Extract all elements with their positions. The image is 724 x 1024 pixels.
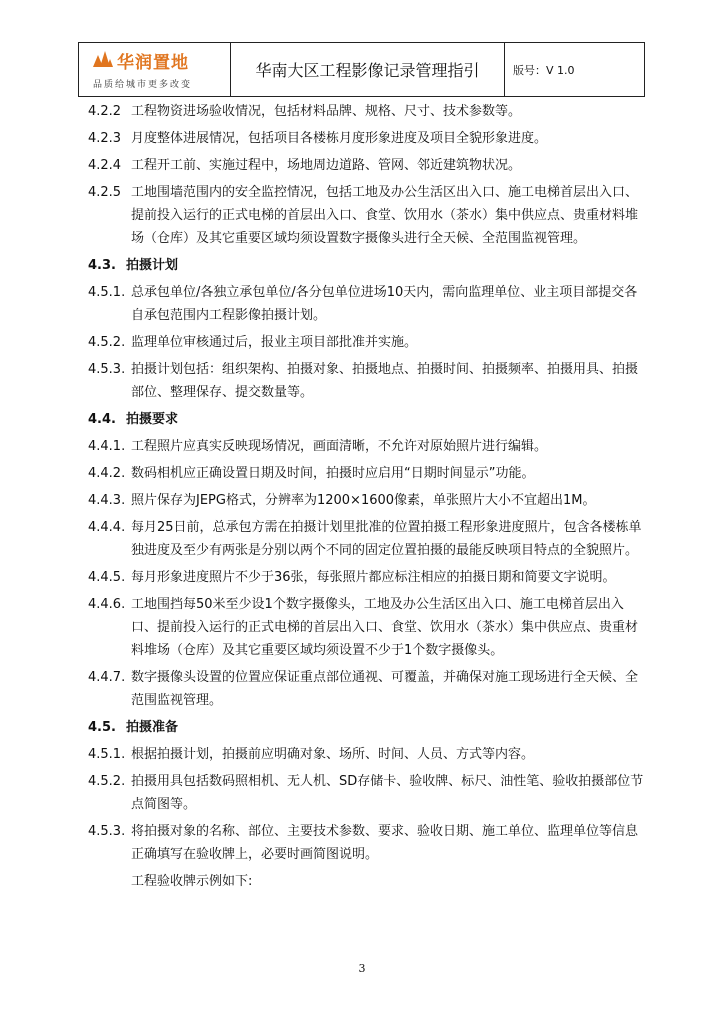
list-item — [88, 127, 648, 150]
item-text: 将拍摄对象的名称、部位、主要技术参数、要求、验收日期、施工单位、监理单位等信息正确填写在验收牌上，必要时画简图说明。 — [131, 824, 639, 862]
item-text: 工地围挡每50米至少设1个数字摄像头，工地及办公生活区出入口、施工电梯首层出入口、提前投入运行的正式电梯的首层出入口、食堂、饮用水（茶水）集中供应点、贵重材料堆场（仓库）及其它重要区域均须设置不少于1个数字摄像头。 — [131, 597, 639, 658]
list-item — [88, 358, 648, 404]
item-number: 4.5.3. — [88, 824, 126, 839]
list-item — [88, 770, 648, 816]
logo-slogan: 品质给城市更多改变 — [93, 80, 193, 90]
list-item — [88, 435, 648, 458]
example-note: 工程验收牌示例如下: — [131, 874, 253, 889]
item-number: 4.5.3. — [88, 362, 126, 377]
list-item — [88, 331, 648, 354]
list-item — [88, 593, 648, 662]
item-text: 监理单位审核通过后，报业主项目部批准并实施。 — [131, 335, 418, 350]
document-body — [88, 100, 648, 893]
item-number: 4.5.2. — [88, 335, 126, 350]
page-number: 3 — [358, 962, 366, 975]
item-text: 每月形象进度照片不少于36张，每张照片都应标注相应的拍摄日期和简要文字说明。 — [131, 570, 616, 585]
section-heading — [88, 716, 648, 739]
list-item — [88, 820, 648, 866]
crland-logo-icon — [93, 49, 113, 67]
item-number: 4.2.4 — [88, 158, 122, 173]
item-number: 4.4.5. — [88, 570, 126, 585]
list-item — [88, 462, 648, 485]
item-number: 4.4.6. — [88, 597, 126, 612]
item-number: 4.4.2. — [88, 466, 126, 481]
item-text: 数码相机应正确设置日期及时间，拍摄时应启用“日期时间显示”功能。 — [131, 466, 535, 481]
section-number: 4.4. — [88, 412, 116, 427]
item-number: 4.5.2. — [88, 774, 126, 789]
section-heading — [88, 408, 648, 431]
item-text: 工程照片应真实反映现场情况，画面清晰，不允许对原始照片进行编辑。 — [131, 439, 548, 454]
item-text: 工地围墙范围内的安全监控情况，包括工地及办公生活区出入口、施工电梯首层出入口、提前投入运行的正式电梯的首层出入口、食堂、饮用水（茶水）集中供应点、贵重材料堆场（仓库）及其它重要区域均须设置数字摄像头进行全天候、全范围监视管理。 — [131, 185, 639, 246]
list-item — [88, 566, 648, 589]
list-item — [88, 516, 648, 562]
item-number: 4.2.3 — [88, 131, 122, 146]
document-title: 华南大区工程影像记录管理指引 — [231, 43, 505, 96]
company-logo — [79, 43, 231, 96]
item-text: 数字摄像头设置的位置应保证重点部位通视、可覆盖，并确保对施工现场进行全天候、全范围监视管理。 — [131, 670, 639, 708]
item-number: 4.4.1. — [88, 439, 126, 454]
section-title: 拍摄准备 — [126, 720, 179, 735]
list-item — [88, 743, 648, 766]
list-item — [88, 154, 648, 177]
section-number: 4.3. — [88, 258, 116, 273]
item-number: 4.2.5 — [88, 185, 122, 200]
section-title: 拍摄计划 — [126, 258, 179, 273]
item-number: 4.2.2 — [88, 104, 122, 119]
item-number: 4.4.3. — [88, 493, 126, 508]
item-text: 拍摄用具包括数码照相机、无人机、SD存储卡、验收牌、标尺、油性笔、验收拍摄部位节点简图等。 — [131, 774, 644, 812]
item-text: 根据拍摄计划，拍摄前应明确对象、场所、时间、人员、方式等内容。 — [131, 747, 535, 762]
document-header — [78, 42, 645, 97]
item-text: 总承包单位/各独立承包单位/各分包单位进场10天内，需向监理单位、业主项目部提交各自承包范围内工程影像拍摄计划。 — [131, 285, 638, 323]
item-number: 4.4.7. — [88, 670, 126, 685]
section-title: 拍摄要求 — [126, 412, 179, 427]
list-item — [88, 666, 648, 712]
list-item — [88, 100, 648, 123]
item-number: 4.4.4. — [88, 520, 126, 535]
list-item — [88, 281, 648, 327]
list-item — [88, 181, 648, 250]
item-text: 月度整体进展情况，包括项目各楼栋月度形象进度及项目全貌形象进度。 — [131, 131, 548, 146]
item-text: 拍摄计划包括：组织架构、拍摄对象、拍摄地点、拍摄时间、拍摄频率、拍摄用具、拍摄部位、整理保存、提交数量等。 — [131, 362, 639, 400]
item-text: 照片保存为JEPG格式，分辨率为1200×1600像素，单张照片大小不宜超出1M。 — [131, 493, 596, 508]
item-number: 4.5.1. — [88, 285, 126, 300]
item-number: 4.5.1. — [88, 747, 126, 762]
item-text: 工程开工前、实施过程中，场地周边道路、管网、邻近建筑物状况。 — [131, 158, 522, 173]
section-heading — [88, 254, 648, 277]
version-label: 版号：V 1.0 — [513, 63, 575, 77]
logo-name: 华润置地 — [117, 53, 189, 73]
section-number: 4.5. — [88, 720, 116, 735]
item-text: 工程物资进场验收情况，包括材料品牌、规格、尺寸、技术参数等。 — [131, 104, 522, 119]
item-text: 每月25日前，总承包方需在拍摄计划里批准的位置拍摄工程形象进度照片，包含各楼栋单独进度及至少有两张是分别以两个不同的固定位置拍摄的最能反映项目特点的全貌照片。 — [131, 520, 642, 558]
list-item — [88, 489, 648, 512]
